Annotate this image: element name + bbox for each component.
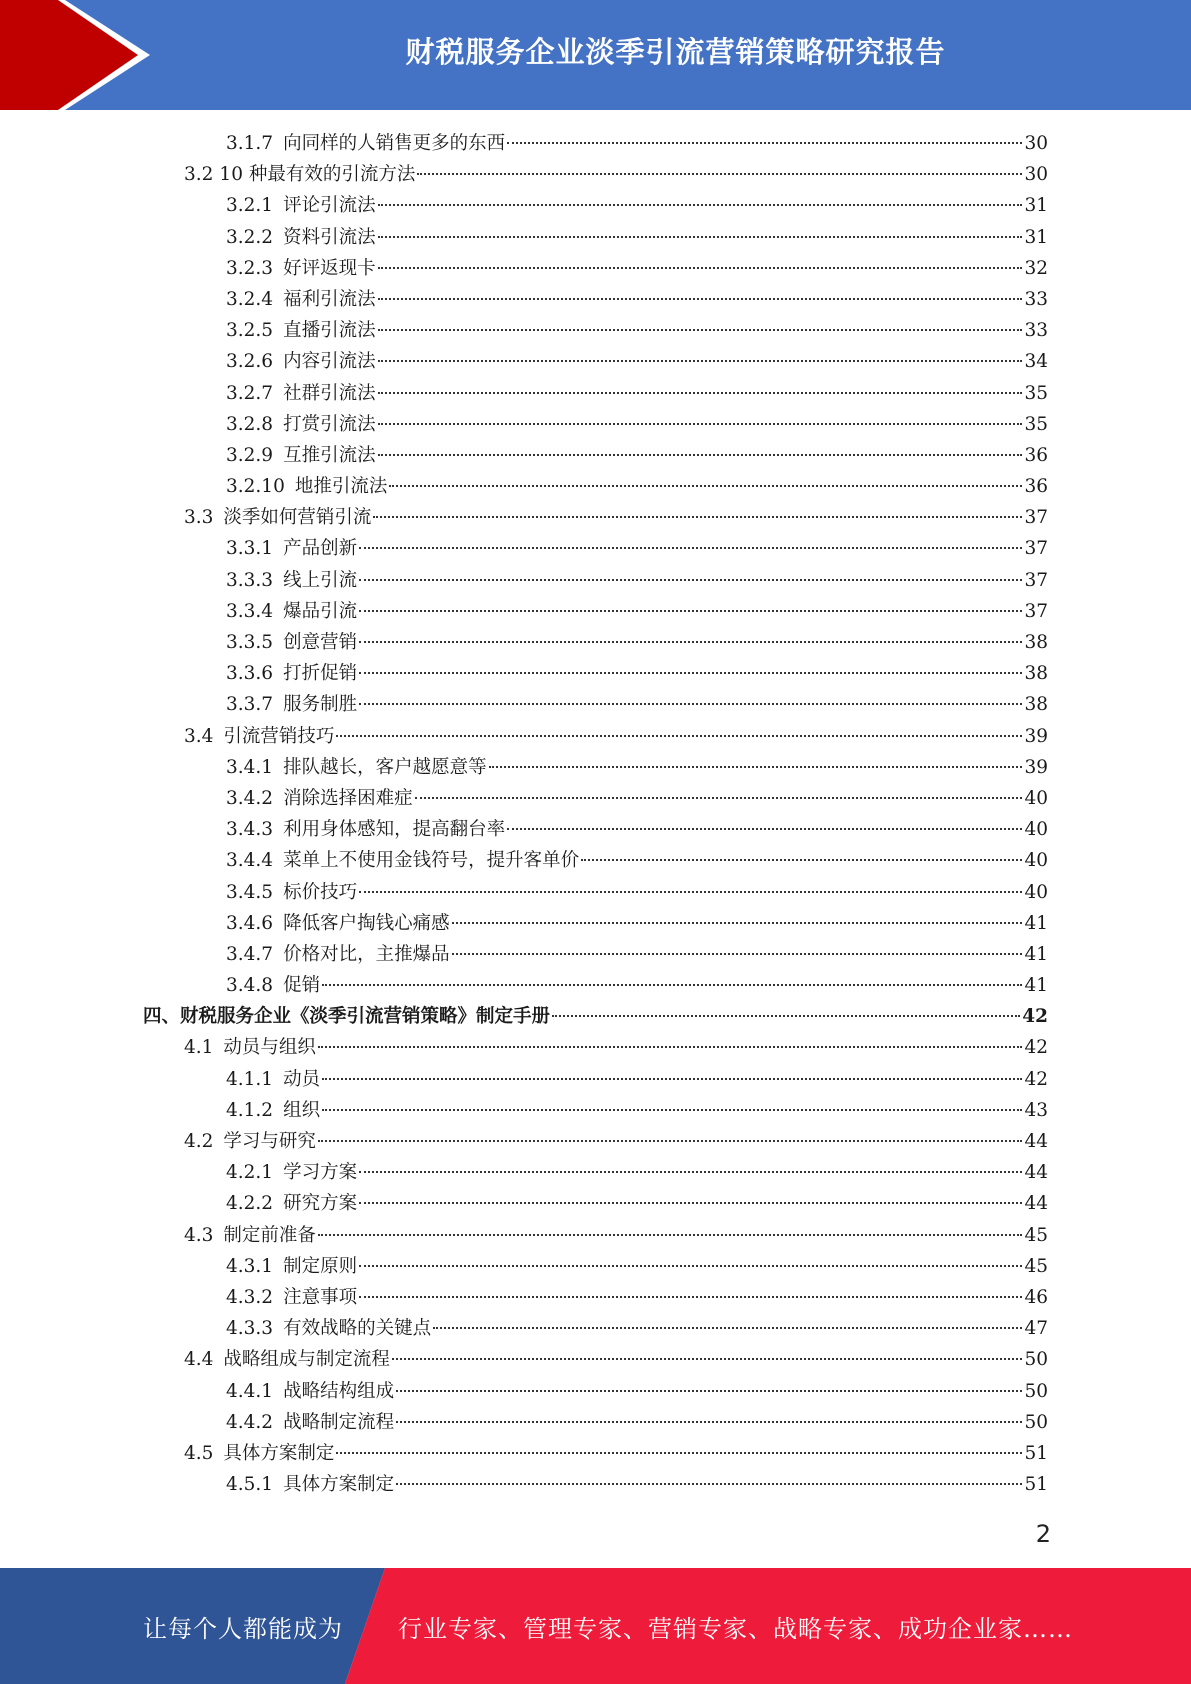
toc-entry[interactable] bbox=[143, 970, 1048, 1001]
toc-entry-number: 4.2 bbox=[184, 1131, 214, 1152]
toc-entry-page: 46 bbox=[1024, 1286, 1048, 1308]
toc-entry-title: 服务制胜 bbox=[283, 694, 358, 716]
toc-entry[interactable] bbox=[143, 689, 1048, 720]
toc-dot-leader bbox=[322, 983, 1022, 986]
toc-dot-leader bbox=[378, 297, 1023, 300]
toc-entry[interactable] bbox=[143, 908, 1048, 939]
toc-entry-page: 37 bbox=[1024, 507, 1048, 529]
toc-entry-number: 4.1.1 bbox=[226, 1068, 274, 1090]
toc-entry-title: 动员与组织 bbox=[223, 1037, 316, 1059]
toc-entry[interactable] bbox=[143, 1001, 1048, 1032]
toc-entry[interactable] bbox=[143, 814, 1048, 845]
toc-dot-leader bbox=[417, 172, 1022, 175]
toc-entry-page: 50 bbox=[1024, 1349, 1048, 1371]
toc-entry-number: 3.4.7 bbox=[226, 943, 274, 965]
toc-entry[interactable] bbox=[143, 159, 1048, 190]
toc-dot-leader bbox=[433, 1326, 1022, 1329]
toc-entry-number: 3.3.5 bbox=[226, 632, 274, 653]
toc-entry-title: 战略制定流程 bbox=[283, 1411, 395, 1433]
toc-entry[interactable] bbox=[143, 284, 1048, 315]
toc-entry-title: 向同样的人销售更多的东西 bbox=[283, 133, 506, 154]
toc-entry-title: 互推引流法 bbox=[283, 444, 376, 466]
toc-entry-page: 39 bbox=[1024, 756, 1048, 778]
toc-entry[interactable] bbox=[143, 190, 1048, 221]
toc-dot-leader bbox=[378, 359, 1023, 362]
toc-dot-leader bbox=[581, 858, 1022, 861]
toc-entry-number: 3.2.10 bbox=[226, 476, 285, 498]
toc-entry[interactable] bbox=[143, 1157, 1048, 1188]
toc-entry-page: 41 bbox=[1024, 943, 1048, 965]
toc-entry-page: 31 bbox=[1024, 195, 1048, 217]
toc-entry-title: 利用身体感知，提高翻台率 bbox=[283, 819, 506, 841]
toc-entry-title: 制定前准备 bbox=[223, 1224, 316, 1246]
toc-entry-number: 3.2.4 bbox=[226, 288, 274, 310]
toc-dot-leader bbox=[396, 1420, 1022, 1423]
toc-entry-number: 3.4 bbox=[184, 725, 214, 747]
toc-dot-leader bbox=[322, 1077, 1022, 1080]
toc-entry-page: 30 bbox=[1024, 164, 1048, 186]
toc-entry-title: 菜单上不使用金钱符号，提升客单价 bbox=[283, 850, 580, 872]
toc-entry[interactable] bbox=[143, 565, 1048, 596]
toc-entry[interactable] bbox=[143, 1344, 1048, 1375]
toc-entry[interactable] bbox=[143, 1220, 1048, 1251]
toc-entry-page: 40 bbox=[1024, 819, 1048, 841]
toc-entry-number: 四、 bbox=[143, 1006, 181, 1028]
toc-entry-title: 地推引流法 bbox=[294, 476, 388, 498]
toc-dot-leader bbox=[378, 422, 1023, 425]
toc-entry-number: 4.3.1 bbox=[226, 1255, 274, 1277]
toc-entry[interactable] bbox=[143, 1376, 1048, 1407]
toc-entry[interactable] bbox=[143, 1251, 1048, 1282]
toc-entry-title: 产品创新 bbox=[283, 538, 358, 560]
toc-dot-leader bbox=[359, 609, 1022, 612]
toc-entry-number: 4.3 bbox=[184, 1224, 214, 1246]
toc-entry-page: 40 bbox=[1024, 850, 1048, 872]
toc-entry-title: 降低客户掏钱心痛感 bbox=[283, 912, 450, 934]
toc-entry-page: 37 bbox=[1024, 538, 1048, 560]
toc-dot-leader bbox=[318, 1233, 1023, 1236]
toc-dot-leader bbox=[507, 827, 1022, 830]
toc-entry-title: 财税服务企业《淡季引流营销策略》制定手册 bbox=[180, 1006, 551, 1028]
toc-dot-leader bbox=[396, 1482, 1022, 1485]
toc-entry[interactable] bbox=[143, 596, 1048, 627]
toc-entry-page: 41 bbox=[1024, 912, 1048, 934]
toc-entry-page: 42 bbox=[1024, 1037, 1048, 1059]
toc-entry-title: 评论引流法 bbox=[283, 195, 376, 217]
toc-dot-leader bbox=[378, 266, 1023, 269]
toc-entry-number: 4.1 bbox=[184, 1037, 214, 1059]
toc-entry-page: 35 bbox=[1024, 413, 1048, 435]
toc-entry[interactable] bbox=[143, 627, 1048, 658]
toc-entry[interactable] bbox=[143, 939, 1048, 970]
toc-entry[interactable] bbox=[143, 471, 1048, 502]
toc-entry-title: 直播引流法 bbox=[283, 320, 376, 342]
toc-entry-title: 打赏引流法 bbox=[283, 413, 376, 435]
toc-entry[interactable] bbox=[143, 1313, 1048, 1344]
toc-dot-leader bbox=[378, 453, 1023, 456]
toc-entry[interactable] bbox=[143, 440, 1048, 471]
toc-entry[interactable] bbox=[143, 1064, 1048, 1095]
toc-entry-number: 3.4.3 bbox=[226, 819, 274, 841]
toc-entry-page: 44 bbox=[1024, 1162, 1048, 1184]
toc-entry-title: 制定原则 bbox=[283, 1255, 358, 1277]
toc-entry-title: 爆品引流 bbox=[283, 600, 358, 622]
toc-entry-number: 3.2.1 bbox=[226, 195, 274, 217]
toc-entry-number: 3.2.9 bbox=[226, 444, 274, 466]
toc-entry-title: 学习与研究 bbox=[223, 1131, 316, 1152]
toc-dot-leader bbox=[389, 484, 1022, 487]
toc-dot-leader bbox=[452, 952, 1023, 955]
toc-entry[interactable] bbox=[143, 1032, 1048, 1063]
toc-entry-title: 内容引流法 bbox=[283, 351, 376, 373]
toc-entry-page: 37 bbox=[1024, 600, 1048, 622]
toc-entry[interactable] bbox=[143, 1469, 1048, 1500]
toc-dot-leader bbox=[415, 796, 1023, 799]
toc-dot-leader bbox=[359, 1201, 1022, 1204]
toc-entry-number: 3.2.5 bbox=[226, 320, 274, 342]
toc-entry-page: 42 bbox=[1022, 1006, 1048, 1028]
toc-entry[interactable] bbox=[143, 409, 1048, 440]
toc-entry-title: 组织 bbox=[283, 1099, 321, 1121]
toc-entry-page: 38 bbox=[1024, 694, 1048, 716]
header-title: 财税服务企业淡季引流营销策略研究报告 bbox=[405, 34, 946, 69]
toc-dot-leader bbox=[359, 1295, 1022, 1298]
toc-dot-leader bbox=[359, 1170, 1022, 1173]
toc-entry-number: 3.2.8 bbox=[226, 413, 274, 435]
toc-entry-number: 3.4.6 bbox=[226, 912, 274, 934]
toc-entry[interactable] bbox=[143, 721, 1048, 752]
toc-entry-page: 34 bbox=[1024, 351, 1048, 373]
toc-entry-number: 4.3.2 bbox=[226, 1286, 274, 1308]
toc-entry[interactable] bbox=[143, 1407, 1048, 1438]
toc-dot-leader bbox=[359, 702, 1022, 705]
toc-entry-page: 50 bbox=[1024, 1411, 1048, 1433]
toc-entry-page: 43 bbox=[1024, 1099, 1048, 1121]
toc-entry-number: 3.2.6 bbox=[226, 351, 274, 373]
toc-entry-number: 3.4.2 bbox=[226, 787, 274, 809]
toc-dot-leader bbox=[489, 765, 1023, 768]
toc-entry-title: 社群引流法 bbox=[283, 382, 376, 404]
toc-entry-page: 45 bbox=[1024, 1224, 1048, 1246]
toc-entry-number: 4.5 bbox=[184, 1442, 214, 1464]
footer-slogan-right: 行业专家、管理专家、营销专家、战略专家、成功企业家…… bbox=[398, 1614, 1073, 1643]
toc-entry-page: 33 bbox=[1024, 288, 1048, 310]
toc-entry-page: 41 bbox=[1024, 975, 1048, 997]
page-number: 2 bbox=[1035, 1520, 1051, 1548]
footer-slogan-left: 让每个人都能成为 bbox=[143, 1614, 343, 1643]
toc-entry-number: 3.2.2 bbox=[226, 226, 274, 248]
toc-entry[interactable] bbox=[143, 783, 1048, 814]
toc-entry-page: 38 bbox=[1024, 632, 1048, 653]
toc-entry-number: 4.2.2 bbox=[226, 1193, 274, 1215]
toc-entry-title: 福利引流法 bbox=[283, 288, 376, 310]
toc-entry-title: 有效战略的关键点 bbox=[283, 1318, 432, 1340]
toc-entry-number: 4.4 bbox=[184, 1349, 214, 1371]
toc-entry[interactable] bbox=[143, 1188, 1048, 1219]
toc-dot-leader bbox=[392, 1357, 1023, 1360]
toc-dot-leader bbox=[378, 328, 1023, 331]
toc-entry-number: 4.3.3 bbox=[226, 1318, 274, 1340]
toc-entry-page: 32 bbox=[1024, 257, 1048, 279]
toc-dot-leader bbox=[373, 515, 1022, 518]
toc-entry-number: 3.4.8 bbox=[226, 975, 274, 997]
toc-entry-page: 51 bbox=[1024, 1442, 1048, 1464]
toc-entry-title: 标价技巧 bbox=[283, 881, 358, 903]
toc-entry[interactable] bbox=[143, 346, 1048, 377]
toc-entry-page: 38 bbox=[1024, 663, 1048, 685]
toc-dot-leader bbox=[336, 1451, 1022, 1454]
toc-entry[interactable] bbox=[143, 1282, 1048, 1313]
toc-entry-page: 42 bbox=[1024, 1068, 1048, 1090]
toc-entry[interactable] bbox=[143, 533, 1048, 564]
toc-entry-page: 37 bbox=[1024, 569, 1048, 591]
toc-entry-page: 36 bbox=[1024, 476, 1048, 498]
toc-entry-title: 10 种最有效的引流方法 bbox=[219, 164, 416, 186]
toc-dot-leader bbox=[359, 1264, 1022, 1267]
toc-dot-leader bbox=[378, 391, 1023, 394]
toc-dot-leader bbox=[359, 546, 1022, 549]
toc-entry-number: 3.2.7 bbox=[226, 382, 274, 404]
toc-entry-page: 33 bbox=[1024, 320, 1048, 342]
toc-entry-number: 3.2 bbox=[184, 164, 214, 186]
toc-entry-number: 3.3.7 bbox=[226, 694, 274, 716]
toc-entry-number: 3.3.1 bbox=[226, 538, 274, 560]
toc-entry[interactable] bbox=[143, 378, 1048, 409]
toc-entry-number: 4.4.2 bbox=[226, 1411, 274, 1433]
toc-entry-title: 具体方案制定 bbox=[223, 1442, 335, 1464]
toc-entry[interactable] bbox=[143, 222, 1048, 253]
toc-entry[interactable] bbox=[143, 1438, 1048, 1469]
toc-entry-page: 50 bbox=[1024, 1380, 1048, 1402]
toc-entry-title: 注意事项 bbox=[283, 1286, 358, 1308]
toc-entry-page: 30 bbox=[1024, 133, 1048, 154]
toc-dot-leader bbox=[378, 203, 1023, 206]
toc-dot-leader bbox=[378, 235, 1023, 238]
toc-entry-page: 47 bbox=[1024, 1318, 1048, 1340]
page-footer bbox=[0, 1568, 1191, 1684]
table-of-contents bbox=[143, 128, 1048, 1500]
toc-entry-number: 3.3.3 bbox=[226, 569, 274, 591]
toc-entry-title: 具体方案制定 bbox=[283, 1474, 395, 1496]
toc-dot-leader bbox=[318, 1139, 1023, 1142]
toc-dot-leader bbox=[359, 671, 1022, 674]
toc-dot-leader bbox=[322, 1108, 1022, 1111]
toc-entry-page: 31 bbox=[1024, 226, 1048, 248]
toc-entry-title: 促销 bbox=[283, 975, 321, 997]
toc-dot-leader bbox=[336, 734, 1022, 737]
toc-entry-number: 3.1.7 bbox=[226, 133, 274, 154]
toc-entry[interactable] bbox=[143, 128, 1048, 159]
toc-entry-title: 好评返现卡 bbox=[283, 257, 376, 279]
toc-dot-leader bbox=[552, 1014, 1020, 1017]
toc-entry-title: 引流营销技巧 bbox=[223, 725, 335, 747]
toc-entry-number: 3.2.3 bbox=[226, 257, 274, 279]
toc-entry[interactable] bbox=[143, 752, 1048, 783]
toc-dot-leader bbox=[396, 1389, 1022, 1392]
toc-dot-leader bbox=[359, 890, 1022, 893]
toc-entry-title: 学习方案 bbox=[283, 1162, 358, 1184]
toc-entry-number: 3.3 bbox=[184, 507, 214, 529]
toc-entry[interactable] bbox=[143, 1095, 1048, 1126]
toc-entry[interactable] bbox=[143, 315, 1048, 346]
toc-entry-title: 淡季如何营销引流 bbox=[223, 507, 372, 529]
toc-entry[interactable] bbox=[143, 1126, 1048, 1157]
toc-entry-title: 消除选择困难症 bbox=[283, 787, 413, 809]
toc-entry-page: 39 bbox=[1024, 725, 1048, 747]
toc-entry-title: 创意营销 bbox=[283, 632, 358, 653]
toc-entry-page: 44 bbox=[1024, 1193, 1048, 1215]
page-header bbox=[0, 0, 1191, 110]
toc-entry-number: 3.3.6 bbox=[226, 663, 274, 685]
toc-dot-leader bbox=[452, 921, 1023, 924]
toc-entry-page: 40 bbox=[1024, 787, 1048, 809]
toc-entry-title: 动员 bbox=[283, 1068, 321, 1090]
toc-dot-leader bbox=[507, 141, 1022, 144]
toc-entry-number: 4.4.1 bbox=[226, 1380, 274, 1402]
toc-entry-page: 44 bbox=[1024, 1131, 1048, 1152]
toc-entry-title: 价格对比，主推爆品 bbox=[283, 943, 450, 965]
toc-entry-number: 4.2.1 bbox=[226, 1162, 274, 1184]
toc-entry-page: 36 bbox=[1024, 444, 1048, 466]
toc-entry-page: 45 bbox=[1024, 1255, 1048, 1277]
toc-entry[interactable] bbox=[143, 845, 1048, 876]
toc-entry[interactable] bbox=[143, 658, 1048, 689]
toc-entry-title: 资料引流法 bbox=[283, 226, 376, 248]
toc-entry[interactable] bbox=[143, 502, 1048, 533]
toc-entry-number: 3.4.4 bbox=[226, 850, 274, 872]
toc-entry[interactable] bbox=[143, 877, 1048, 908]
toc-dot-leader bbox=[318, 1045, 1023, 1048]
toc-entry-title: 战略结构组成 bbox=[283, 1380, 395, 1402]
toc-dot-leader bbox=[359, 640, 1022, 643]
toc-entry-title: 研究方案 bbox=[283, 1193, 358, 1215]
toc-entry-number: 3.3.4 bbox=[226, 600, 274, 622]
toc-entry[interactable] bbox=[143, 253, 1048, 284]
toc-entry-title: 打折促销 bbox=[283, 663, 358, 685]
toc-entry-number: 3.4.5 bbox=[226, 881, 274, 903]
chevron-arrow-icon bbox=[0, 0, 170, 110]
toc-entry-page: 35 bbox=[1024, 382, 1048, 404]
toc-entry-title: 排队越长，客户越愿意等 bbox=[283, 756, 487, 778]
toc-dot-leader bbox=[359, 578, 1022, 581]
toc-entry-number: 4.5.1 bbox=[226, 1474, 274, 1496]
toc-entry-number: 4.1.2 bbox=[226, 1099, 274, 1121]
toc-entry-number: 3.4.1 bbox=[226, 756, 274, 778]
toc-entry-page: 40 bbox=[1024, 881, 1048, 903]
toc-entry-title: 线上引流 bbox=[283, 569, 358, 591]
toc-entry-page: 51 bbox=[1024, 1474, 1048, 1496]
toc-entry-title: 战略组成与制定流程 bbox=[223, 1349, 390, 1371]
